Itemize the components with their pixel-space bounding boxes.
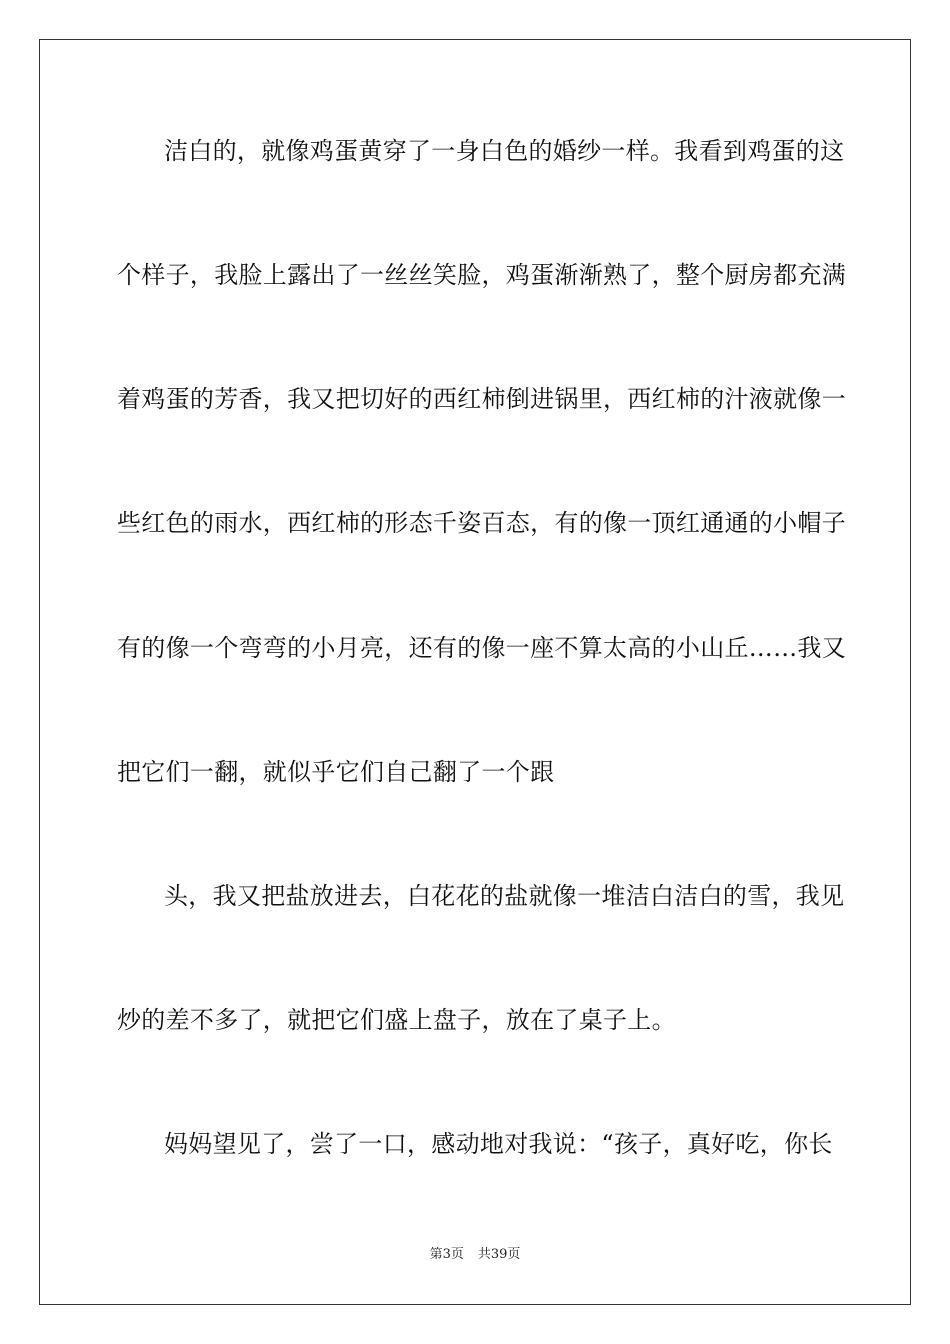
paragraph-line-3: 着鸡蛋的芳香，我又把切好的西红柿倒进锅里，西红柿的汁液就像一 [117,385,846,413]
paragraph-line-7: 头，我又把盐放进去，白花花的盐就像一堆洁白洁白的雪，我见 [164,882,845,910]
page-number: 第3页 [429,1247,464,1262]
page-total: 共39页 [477,1247,521,1262]
page-border [39,39,911,1305]
paragraph-line-1: 洁白的，就像鸡蛋黄穿了一身白色的婚纱一样。我看到鸡蛋的这 [164,137,845,165]
paragraph-line-8: 炒的差不多了，就把它们盛上盘子，放在了桌子上。 [117,1006,676,1034]
paragraph-line-2: 个样子，我脸上露出了一丝丝笑脸，鸡蛋渐渐熟了，整个厨房都充满 [117,261,846,289]
paragraph-line-5: 有的像一个弯弯的小月亮，还有的像一座不算太高的小山丘……我又 [117,634,846,662]
paragraph-line-4: 些红色的雨水，西红柿的形态千姿百态，有的像一顶红通通的小帽子 [117,509,846,537]
paragraph-line-9: 妈妈望见了，尝了一口，感动地对我说：“孩子，真好吃，你长 [164,1130,833,1158]
page-footer [0,1247,950,1263]
paragraph-line-6: 把它们一翻，就似乎它们自己翻了一个跟 [117,758,555,786]
